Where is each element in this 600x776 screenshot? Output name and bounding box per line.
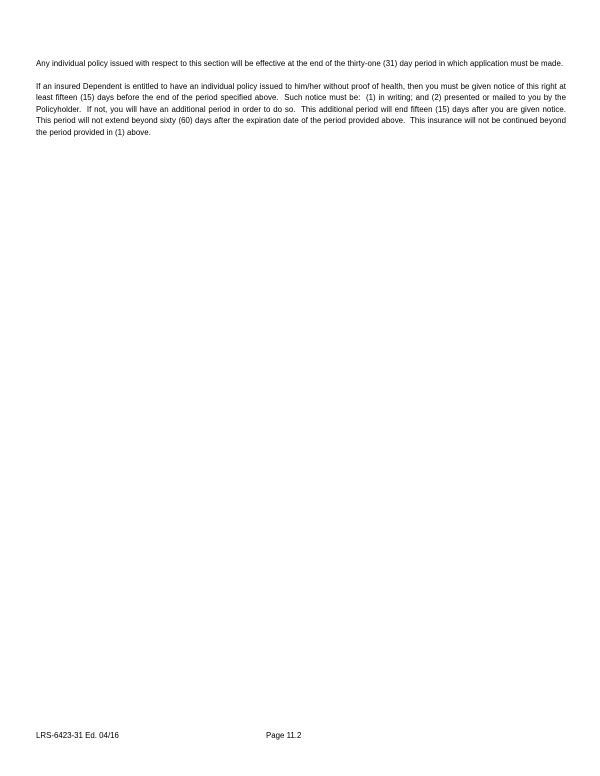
footer-document-id: LRS-6423-31 Ed. 04/16 (36, 731, 119, 740)
paragraph-2: If an insured Dependent is entitled to have an individual policy issued to him/her without proof of health, then you must be given notice of this right at least fifteen (15) days before the end of the period specified above. Such notice must be: (1) in writing; and (2) presented or mailed to you by the Policyholder. If not, you will have an additional period in order to do so. This additional period will end fifteen (15) days after you are given notice. This period will not extend beyond sixty (60) days after the expiration date of the period provided above. This insurance will not be continued beyond the period provided in (1) above. (36, 81, 571, 137)
paragraph-1: Any individual policy issued with respect to this section will be effective at the end of the thirty-one (31) day period in which application must be made. (36, 59, 564, 68)
document-body (36, 58, 571, 150)
footer-page-number: Page 11.2 (266, 731, 302, 740)
